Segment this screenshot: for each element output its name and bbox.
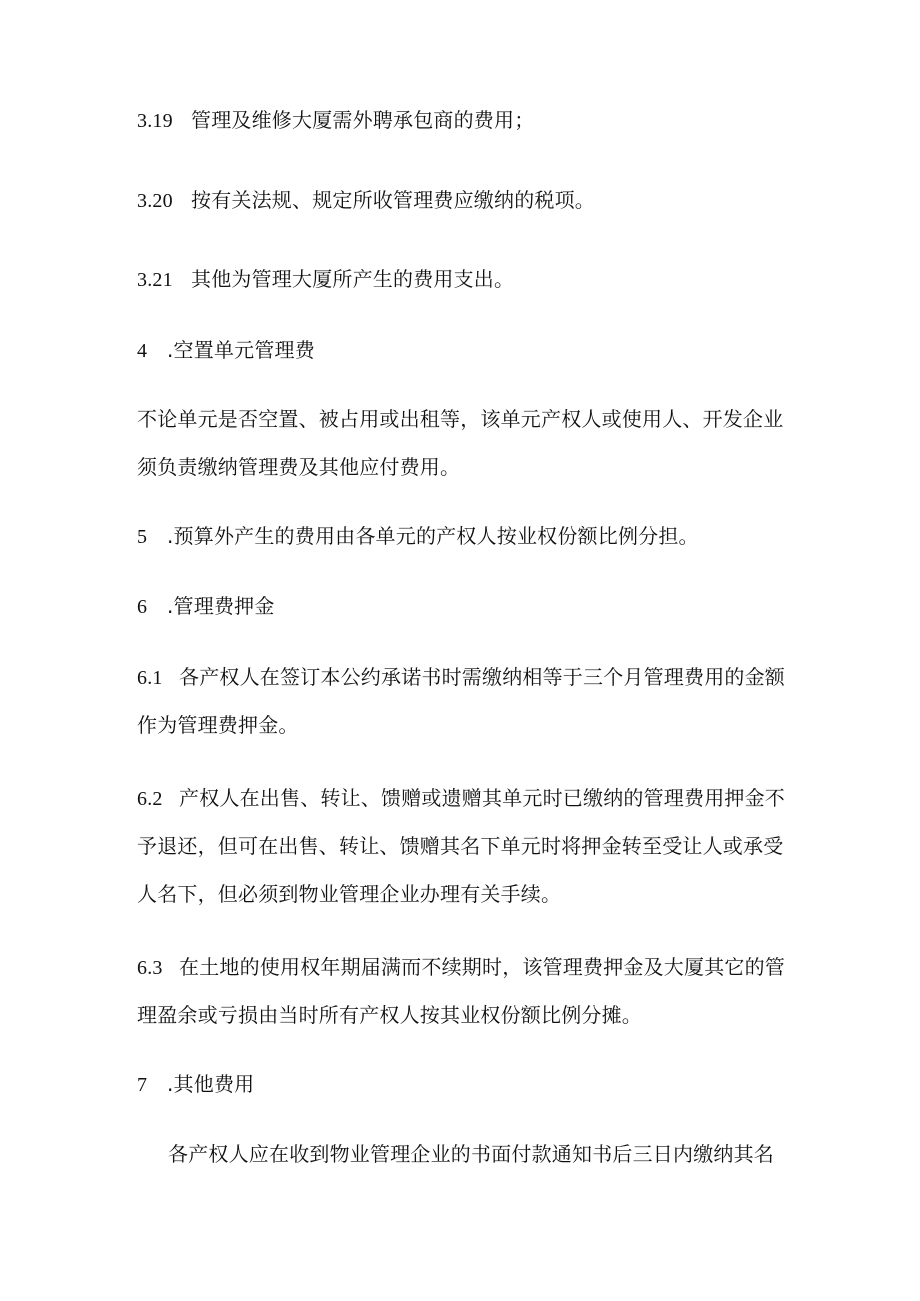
section-6-heading — [137, 594, 787, 619]
section-text: .预算外产生的费用由各单元的产权人按业权份额比例分担。 — [167, 524, 699, 548]
clause-number: 3.20 — [137, 190, 173, 212]
paragraph-line: 作为管理费押金。 — [137, 713, 299, 737]
clause-number: 3.21 — [137, 269, 173, 291]
paragraph-line: 人名下，但必须到物业管理企业办理有关手续。 — [137, 882, 562, 906]
clause-number: 3.19 — [137, 110, 173, 132]
clause-text: 各产权人在签订本公约承诺书时需缴纳相等于三个月管理费用的金额 — [179, 665, 785, 689]
clause-6-1 — [137, 665, 787, 690]
section-title: .其他费用 — [167, 1072, 255, 1096]
section-7-heading — [137, 1072, 787, 1097]
section-title: .管理费押金 — [167, 594, 275, 618]
clause-3-20 — [137, 188, 787, 213]
paragraph-line: 理盈余或亏损由当时所有产权人按其业权份额比例分摊。 — [137, 1003, 642, 1027]
paragraph-line: 须负责缴纳管理费及其他应付费用。 — [137, 455, 461, 479]
clause-text: 按有关法规、规定所收管理费应缴纳的税项。 — [191, 188, 595, 212]
clause-6-2 — [137, 786, 787, 811]
clause-text: 管理及维修大厦需外聘承包商的费用； — [191, 108, 535, 132]
paragraph-line: 予退还，但可在出售、转让、馈赠其名下单元时将押金转至受让人或承受 — [137, 834, 784, 858]
section-4-heading — [137, 338, 787, 363]
clause-3-19 — [137, 108, 787, 133]
section-number: 5 — [137, 526, 148, 548]
section-number: 6 — [137, 596, 148, 618]
paragraph-line: 不论单元是否空置、被占用或出租等，该单元产权人或使用人、开发企业 — [137, 407, 784, 431]
clause-3-21 — [137, 267, 787, 292]
clause-number: 6.2 — [137, 788, 163, 810]
clause-text: 其他为管理大厦所产生的费用支出。 — [191, 267, 515, 291]
clause-text: 在土地的使用权年期届满而不续期时，该管理费押金及大厦其它的管 — [179, 955, 785, 979]
paragraph-line: 各产权人应在收到物业管理企业的书面付款通知书后三日内缴纳其名 — [168, 1142, 774, 1166]
clause-text: 产权人在出售、转让、馈赠或遗赠其单元时已缴纳的管理费用押金不 — [179, 786, 785, 810]
section-number: 7 — [137, 1074, 148, 1096]
clause-number: 6.3 — [137, 957, 163, 979]
section-number: 4 — [137, 340, 148, 362]
section-5 — [137, 524, 787, 549]
clause-6-3 — [137, 955, 787, 980]
clause-number: 6.1 — [137, 667, 163, 689]
section-title: .空置单元管理费 — [167, 338, 315, 362]
